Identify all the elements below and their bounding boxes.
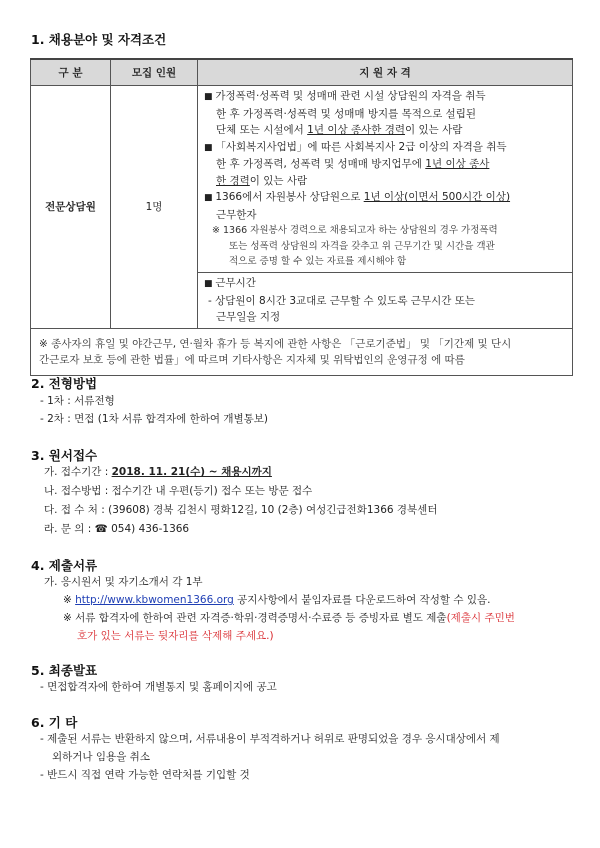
table-row [31,86,573,273]
misc-note-2: - 반드시 직접 연락 가능한 연락처를 기입할 것 [40,769,250,781]
category-cell: 전문상담원 [31,86,111,329]
application-address: 다. 접 수 처 : (39608) 경북 김천시 평화12길, 10 (2층) 여성긴급전화1366 경북센터 [44,504,438,516]
proof-docs-warning: 호가 있는 서류는 뒷자리를 삭제해 주세요.) [77,630,274,642]
required-docs: 가. 응시원서 및 자기소개서 각 1부 [44,576,203,588]
count-cell: 1명 [111,86,198,329]
selection-step-2: - 2차 : 면접 (1차 서류 합격자에 한하여 개별통보) [40,413,269,425]
section-5-title: 5. 최종발표 [31,663,98,678]
table-header-row [31,59,573,86]
section-1-title: 1. 채용분야 및 자격조건 [31,32,167,47]
phone-icon: ☎ [94,523,108,535]
download-note: ※ http://www.kbwomen1366.org 공지사항에서 붙임자료를 다운로드하여 작성할 수 있음. [63,594,491,606]
application-period: 가. 접수기간 : 2018. 11. 21(수) ~ 채용시까지 [44,466,272,478]
section-2-title: 2. 전형방법 [31,376,98,391]
qualification-table [30,58,573,376]
misc-note-1-cont: 외하거나 임용을 취소 [52,751,150,763]
website-link[interactable]: http://www.kbwomen1366.org [75,594,234,606]
square-bullet-icon: ■ [204,193,216,203]
square-bullet-icon: ■ [204,142,216,153]
square-bullet-icon: ■ [204,279,216,289]
header-requirements: 지 원 자 격 [198,59,573,86]
section-3-title: 3. 원서접수 [31,448,98,463]
square-bullet-icon: ■ [204,92,216,102]
selection-step-1: - 1차 : 서류전형 [40,395,115,407]
application-method: 나. 접수방법 : 접수기간 내 우편(등기) 접수 또는 방문 접수 [44,485,313,497]
final-announcement: - 면접합격자에 한하여 개별통지 및 홈페이지에 공고 [40,681,277,693]
requirements-cell: ■ 가정폭력·성폭력 및 성매매 관련 시설 상담원의 자격을 취득 한 후 가정폭력·성폭력 및 성매매 방지를 목적으로 설립된 단체 또는 시설에서 1년 이상 종사한 경력이 있는 사람 ■ 「사회복지사업법」에 따른 사회복지사 2급 이상의 자격을 취득 한 후 가정폭력, 성폭력 및 성매매 방지업무에 1년 이상 종사 한 경력이 있는 사람 ■ 1366에서 자원봉사 상담원으로 1년 이상(이면서 500시간 이상) 근무한자 ※ 1366 자원봉사 경력으로 채용되고자 하는 상담원의 경우 가정폭력 또는 성폭력 상담원의 자격을 갖추고 위 근무기간 및 시간을 객관 적으로 증명 할 수 있는 자료를 제시해야 함 [198,86,573,273]
section-4-title: 4. 제출서류 [31,558,98,573]
misc-note-1: - 제출된 서류는 반환하지 않으며, 서류내용이 부적격하거나 허위로 판명되었을 경우 응시대상에서 제 [40,733,500,745]
header-category: 구 분 [31,59,111,86]
header-count: 모집 인원 [111,59,198,86]
work-hours-cell: ■ 근무시간 - 상담원이 8시간 3교대로 근무할 수 있도록 근무시간 또는 근무일을 지정 [198,273,573,329]
contact-phone: 라. 문 의 : ☎ 054) 436-1366 [44,523,190,535]
table-footnote: ※ 종사자의 휴일 및 야간근무, 연·월차 휴가 등 복지에 관한 사항은 「근로기준법」 및 「기간제 및 단시 간근로자 보호 등에 관한 법률」에 따르며 기타사항은 지자체 및 위탁법인의 운영규정 에 따름 [31,328,573,375]
table-footer-row [31,328,573,375]
proof-docs-note: ※ 서류 합격자에 한하여 관련 자격증·학위·경력증명서·수료증 등 증빙자료 별도 제출(제출시 주민번 [63,612,515,624]
section-6-title: 6. 기 타 [31,715,78,730]
